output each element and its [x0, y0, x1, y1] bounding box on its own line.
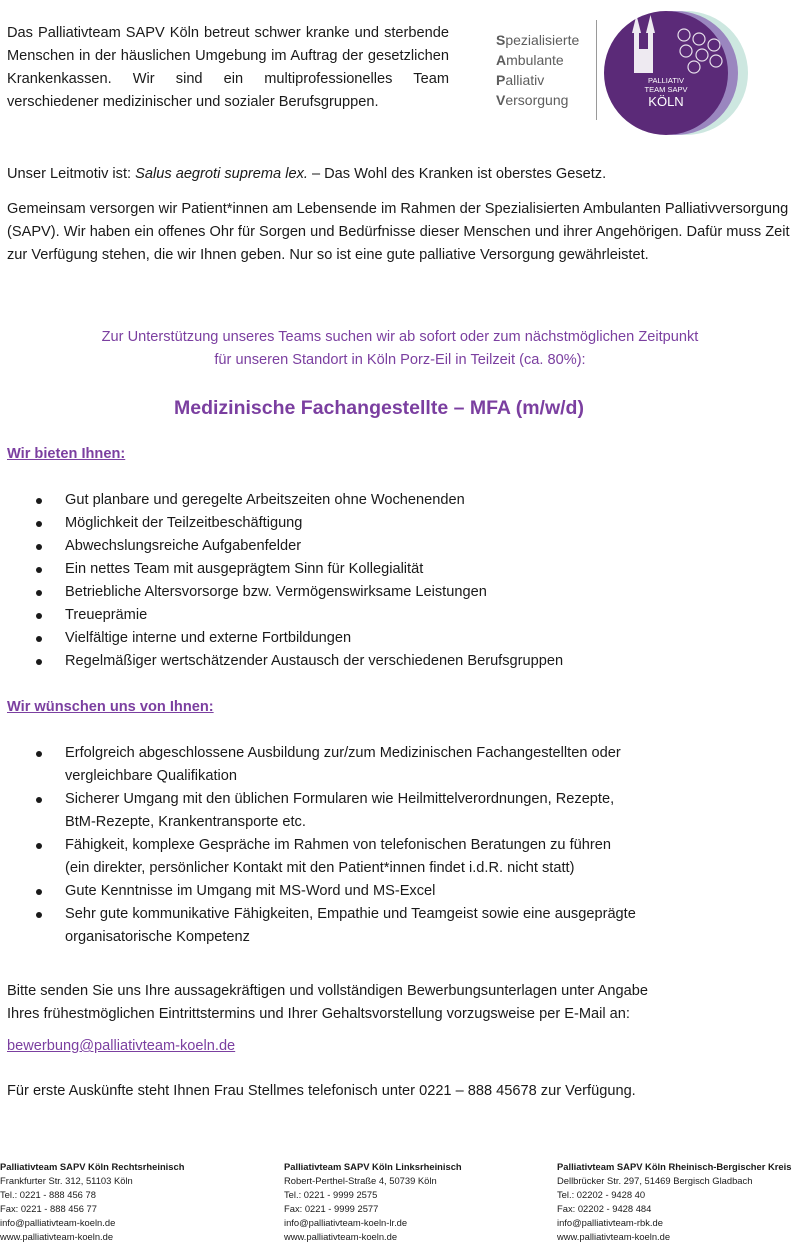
contact-line: Für erste Auskünfte steht Ihnen Frau Stellmes telefonisch unter 0221 – 888 45678 zur Verfügung.: [7, 1083, 636, 1099]
footer-location-linksrheinisch: Palliativteam SAPV Köln Linksrheinisch Robert-Perthel-Straße 4, 50739 Köln Tel.: 0221 - 9999 2575 Fax: 0221 - 9999 2577 info@palliativteam-koeln-lr.de www.palliativteam-koeln.de: [284, 1161, 462, 1242]
list-item: Vielfältige interne und externe Fortbildungen: [0, 627, 760, 650]
footer-web-link[interactable]: www.palliativteam-koeln.de: [557, 1231, 671, 1242]
list-item: Gut planbare und geregelte Arbeitszeiten ohne Wochenenden: [0, 489, 760, 512]
logo-badge-line2: TEAM SAPV: [644, 85, 688, 94]
bullet-icon: [36, 912, 42, 918]
footer-email-link[interactable]: info@palliativteam-koeln-lr.de: [284, 1217, 408, 1228]
bullet-icon: [36, 498, 42, 504]
logo-line: Versorgung: [496, 92, 569, 108]
list-item: Betriebliche Altersvorsorge bzw. Vermögenswirksame Leistungen: [0, 581, 760, 604]
bullet-icon: [36, 590, 42, 596]
logo-wordmark: [496, 30, 579, 110]
logo-badge-city: KÖLN: [648, 94, 684, 109]
footer-web-link[interactable]: www.palliativteam-koeln.de: [0, 1231, 114, 1242]
footer-web-link[interactable]: www.palliativteam-koeln.de: [284, 1231, 398, 1242]
bullet-icon: [36, 751, 42, 757]
list-item: Erfolgreich abgeschlossene Ausbildung zur/zum Medizinischen Fachangestellten oder vergleichbare Qualifikation: [0, 742, 760, 788]
footer-location-rheinisch-bergisch: Palliativteam SAPV Köln Rheinisch-Bergischer Kreis Dellbrücker Str. 297, 51469 Bergisch Gladbach Tel.: 02202 - 9428 40 Fax: 02202 - 9428 484 info@palliativteam-rbk.de www.palliativteam-koeln.de: [557, 1161, 792, 1242]
list-item: Ein nettes Team mit ausgeprägtem Sinn für Kollegialität: [0, 558, 760, 581]
bullet-icon: [36, 613, 42, 619]
logo-line: Ambulante: [496, 52, 564, 68]
palliativ-team-logo-icon: [604, 3, 748, 143]
bullet-icon: [36, 889, 42, 895]
bullet-icon: [36, 636, 42, 642]
bullet-icon: [36, 659, 42, 665]
logo-divider: [596, 20, 597, 120]
list-item: Treueprämie: [0, 604, 760, 627]
bullet-icon: [36, 797, 42, 803]
motto-latin: Salus aegroti suprema lex.: [135, 166, 308, 182]
motto-suffix: – Das Wohl des Kranken ist oberstes Gesetz.: [307, 166, 607, 182]
application-email-link[interactable]: bewerbung@palliativteam-koeln.de: [7, 1038, 236, 1054]
application-line2: Ihres frühestmöglichen Eintrittstermins und Ihrer Gehaltsvorstellung vorzugsweise per E-Mail an:: [7, 1006, 630, 1022]
logo-badge-line1: PALLIATIV: [648, 76, 684, 85]
list-item: Gute Kenntnisse im Umgang mit MS-Word und MS-Excel: [0, 880, 760, 903]
list-item: Regelmäßiger wertschätzender Austausch der verschiedenen Berufsgruppen: [0, 650, 760, 673]
list-item: Sicherer Umgang mit den üblichen Formularen wie Heilmittelverordnungen, Rezepte, BtM-Rezepte, Krankentransporte etc.: [0, 788, 760, 834]
requirements-list: [0, 742, 760, 949]
footer-email-link[interactable]: info@palliativteam-koeln.de: [0, 1217, 116, 1228]
list-item: Abwechslungsreiche Aufgabenfelder: [0, 535, 760, 558]
search-statement-line1: Zur Unterstützung unseres Teams suchen wir ab sofort oder zum nächstmöglichen Zeitpunkt: [101, 329, 699, 345]
search-statement-line2: für unseren Standort in Köln Porz-Eil in Teilzeit (ca. 80%):: [214, 352, 586, 368]
list-item: Sehr gute kommunikative Fähigkeiten, Empathie und Teamgeist sowie eine ausgeprägte organisatorische Kompetenz: [0, 903, 760, 949]
offer-heading: Wir bieten Ihnen:: [7, 446, 126, 462]
list-item: Möglichkeit der Teilzeitbeschäftigung: [0, 512, 760, 535]
bullet-icon: [36, 843, 42, 849]
motto-line: [7, 163, 793, 186]
job-title: Medizinische Fachangestellte – MFA (m/w/d): [174, 397, 584, 419]
bullet-icon: [36, 521, 42, 527]
list-item: Fähigkeit, komplexe Gespräche im Rahmen von telefonischen Beratungen zu führen (ein direkter, persönlicher Kontakt mit den Patient*innen findet i.d.R. nicht statt): [0, 834, 760, 880]
intro-paragraph: Das Palliativteam SAPV Köln betreut schwer kranke und sterbende Menschen in der häuslichen Umgebung im Auftrag der gesetzlichen Krankenkassen. Wir sind ein multiprofessionelles Team verschiedener medizinischer und sozialer Berufsgruppen.: [7, 25, 449, 110]
description-paragraph: Gemeinsam versorgen wir Patient*innen am Lebensende im Rahmen der Spezialisierten Ambulanten Palliativversorgung (SAPV). Wir haben ein offenes Ohr für Sorgen und Bedürfnisse dieser Menschen und ihrer Angehörigen. Dafür muss Zeit zur Verfügung stehen, die wir Ihnen geben. Nur so ist eine gute palliative Versorgung gewährleistet.: [7, 201, 790, 263]
requirements-heading: Wir wünschen uns von Ihnen:: [7, 699, 214, 715]
footer-email-link[interactable]: info@palliativteam-rbk.de: [557, 1217, 663, 1228]
footer-location-rechtsrheinisch: Palliativteam SAPV Köln Rechtsrheinisch Frankfurter Str. 312, 51103 Köln Tel.: 0221 - 888 456 78 Fax: 0221 - 888 456 77 info@palliativteam-koeln.de www.palliativteam-koeln.de: [0, 1161, 185, 1242]
bullet-icon: [36, 544, 42, 550]
application-line1: Bitte senden Sie uns Ihre aussagekräftigen und vollständigen Bewerbungsunterlagen unter Angabe: [7, 983, 648, 999]
logo-line: Spezialisierte: [496, 32, 580, 48]
bullet-icon: [36, 567, 42, 573]
motto-prefix: Unser Leitmotiv ist:: [7, 166, 136, 182]
offer-list: [0, 489, 760, 673]
logo-line: Palliativ: [496, 72, 545, 88]
